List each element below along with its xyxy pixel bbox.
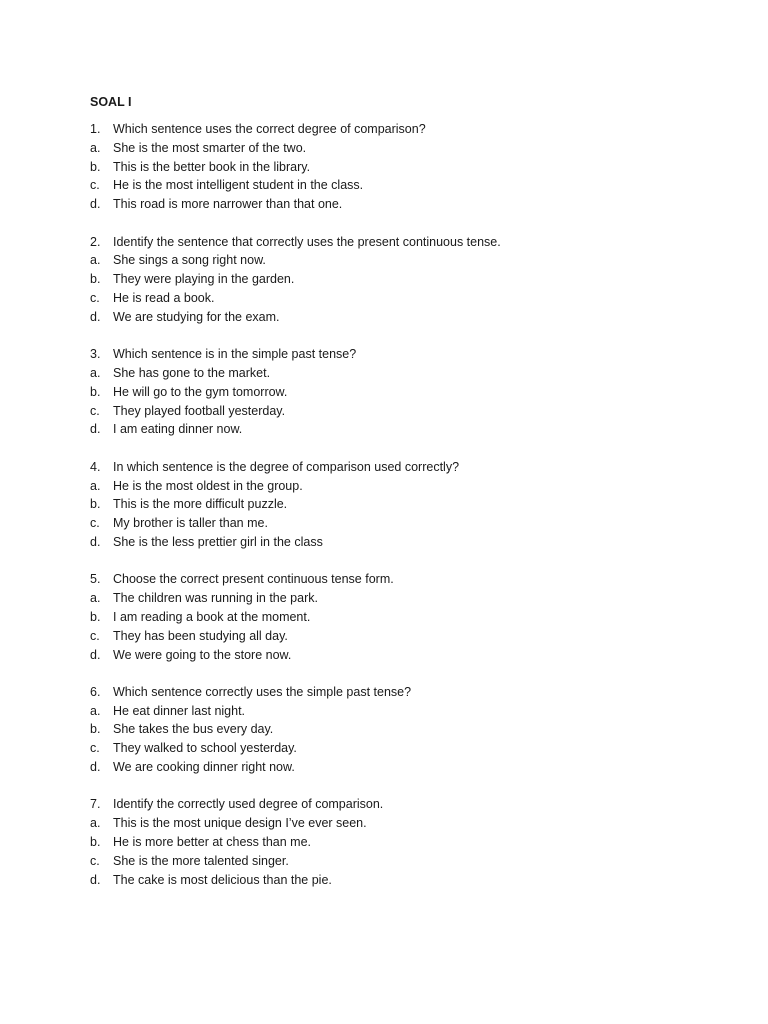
option-letter: c. [90,403,100,418]
option-a [90,702,690,721]
option-text: They played football yesterday. [113,403,286,418]
option-text: We are studying for the exam. [113,309,280,324]
question-number: 6. [90,684,101,699]
document-content [90,93,690,908]
option-d [90,646,690,665]
option-text: She has gone to the market. [113,365,271,380]
option-text: She is the more talented singer. [113,853,289,868]
option-letter: d. [90,647,101,662]
option-letter: a. [90,591,101,606]
question-number: 3. [90,347,101,362]
option-c [90,739,690,758]
option-letter: d. [90,309,101,324]
option-a [90,477,690,496]
option-b [90,720,690,739]
option-d [90,195,690,214]
question-text: Identify the correctly used degree of comparison. [113,797,384,812]
option-d [90,308,690,327]
option-letter: c. [90,290,100,305]
option-d [90,758,690,777]
option-letter: d. [90,534,101,549]
question-text: Which sentence uses the correct degree of comparison? [113,122,426,136]
option-b [90,270,690,289]
question-stem [90,683,690,702]
option-text: He is the most intelligent student in the class. [113,178,364,193]
question-text: Choose the correct present continuous tense form. [113,572,394,587]
question-number: 4. [90,459,101,474]
option-a [90,139,690,158]
question-2 [90,233,690,327]
option-letter: d. [90,872,101,887]
option-d [90,871,690,890]
option-letter: a. [90,140,101,155]
option-c [90,514,690,533]
option-text: The children was running in the park. [113,591,318,606]
option-letter: c. [90,178,100,193]
option-d [90,420,690,439]
option-text: She is the most smarter of the two. [113,140,307,155]
option-letter: a. [90,365,101,380]
option-c [90,176,690,195]
option-letter: a. [90,253,101,268]
question-stem [90,570,690,589]
option-c [90,852,690,871]
option-letter: d. [90,197,101,212]
option-letter: b. [90,722,101,737]
option-a [90,814,690,833]
option-a [90,589,690,608]
question-text: In which sentence is the degree of comparison used correctly? [113,459,460,474]
option-text: We were going to the store now. [113,647,292,662]
option-text: He is read a book. [113,290,215,305]
option-letter: c. [90,741,100,756]
option-c [90,627,690,646]
option-text: We are cooking dinner right now. [113,760,295,775]
question-text: Which sentence is in the simple past tense? [113,347,357,362]
option-text: They has been studying all day. [113,628,288,643]
option-b [90,495,690,514]
option-b [90,383,690,402]
option-b [90,608,690,627]
question-stem [90,345,690,364]
option-text: He is the most oldest in the group. [113,478,303,493]
question-6 [90,683,690,777]
option-text: My brother is taller than me. [113,516,268,531]
option-letter: c. [90,628,100,643]
option-letter: b. [90,159,101,174]
option-d [90,533,690,552]
option-text: He is more better at chess than me. [113,835,312,850]
option-b [90,833,690,852]
option-b [90,158,690,177]
option-text: She is the less prettier girl in the class [113,534,323,549]
option-a [90,251,690,270]
question-number: 1. [90,122,101,136]
question-stem [90,233,690,252]
option-letter: b. [90,609,101,624]
option-text: This is the better book in the library. [113,159,311,174]
question-stem [90,120,690,139]
option-text: She sings a song right now. [113,253,266,268]
option-letter: c. [90,853,100,868]
option-text: The cake is most delicious than the pie. [113,872,332,887]
option-letter: b. [90,384,101,399]
document-title: SOAL I [90,95,132,109]
option-text: He will go to the gym tomorrow. [113,384,288,399]
option-letter: a. [90,816,101,831]
question-7 [90,795,690,889]
option-letter: c. [90,516,100,531]
question-stem [90,795,690,814]
option-c [90,289,690,308]
question-number: 2. [90,234,101,249]
question-1 [90,120,690,214]
option-a [90,364,690,383]
option-letter: a. [90,478,101,493]
question-text: Which sentence correctly uses the simple past tense? [113,684,412,699]
option-text: I am reading a book at the moment. [113,609,311,624]
option-text: She takes the bus every day. [113,722,274,737]
option-text: This road is more narrower than that one. [113,197,343,212]
option-text: He eat dinner last night. [113,703,246,718]
option-text: This is the more difficult puzzle. [113,497,288,512]
option-letter: a. [90,703,101,718]
option-text: They walked to school yesterday. [113,741,297,756]
question-number: 7. [90,797,101,812]
option-text: This is the most unique design I’ve ever seen. [113,816,367,831]
option-c [90,402,690,421]
option-letter: d. [90,422,101,437]
question-number: 5. [90,572,101,587]
question-stem [90,458,690,477]
question-4 [90,458,690,552]
option-text: They were playing in the garden. [113,272,295,287]
option-letter: d. [90,760,101,775]
option-letter: b. [90,497,101,512]
option-letter: b. [90,835,101,850]
question-5 [90,570,690,664]
option-text: I am eating dinner now. [113,422,243,437]
option-letter: b. [90,272,101,287]
question-3 [90,345,690,439]
question-text: Identify the sentence that correctly uses the present continuous tense. [113,234,501,249]
